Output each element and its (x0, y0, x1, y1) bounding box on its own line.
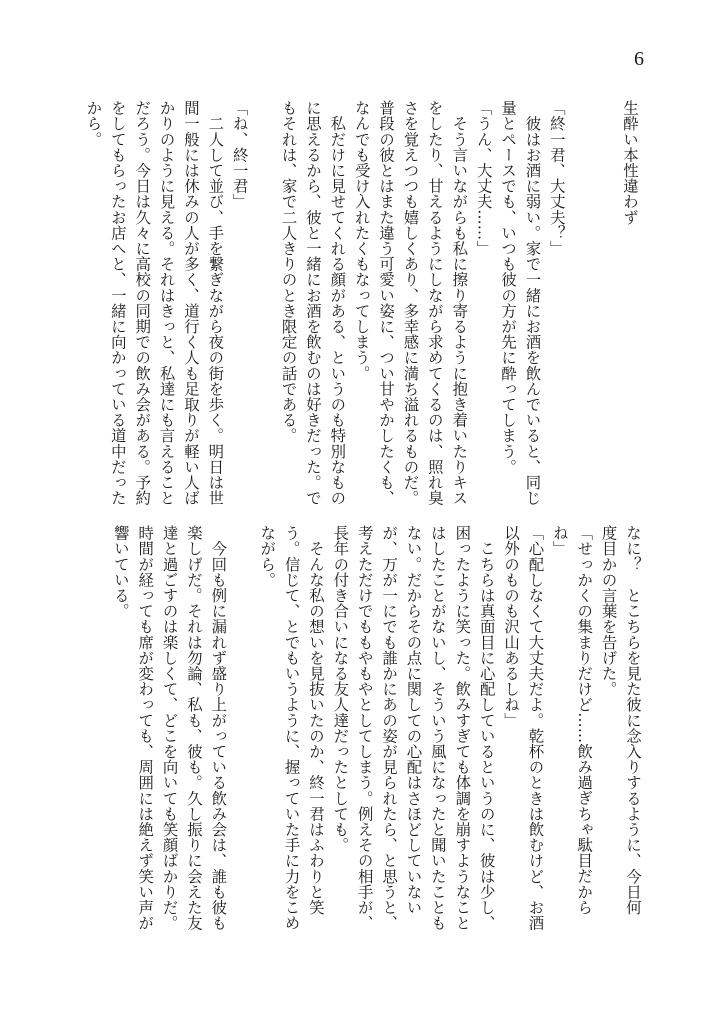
text-line: ない。だからその点に関しての心配はさほどしていない (404, 525, 423, 915)
text-line: だろう。今日は久々に高校の同期での飲み会がある。予約 (133, 100, 152, 506)
text-line: 「終一君、大丈夫？」 (547, 100, 566, 256)
text-line: こちらは真面目に心配しているというのに、彼は少し、 (477, 525, 496, 931)
text-line: 普段の彼とはまた違う可愛い姿に、つい甘やかしたくも、 (377, 100, 396, 506)
lower-text-block (108, 525, 645, 931)
text-line: 間一般には休みの人が多く、道行く人も足取りが軽い人ば (181, 100, 200, 506)
text-line: 二人して並び、手を繋ぎながら夜の街を歩く。明日は世 (206, 100, 225, 506)
text-line: 響いている。 (111, 525, 130, 619)
text-line: 私だけに見せてくれる顔がある、というのも特別なもの (328, 100, 347, 506)
text-line: ね」 (550, 525, 569, 557)
text-line: 考えただけでももやもやとしてしまう。例えその相手が、 (355, 525, 374, 931)
text-line: 達と過ごすのは楽しくて、どこを向いても笑顔ばかりだ。 (160, 525, 179, 931)
text-line: から。 (84, 100, 103, 147)
text-line: かりのように見える。それはきっと、私達にも言えること (157, 100, 176, 506)
chapter-title: 生酔い本性違わず (621, 100, 639, 225)
text-line (569, 100, 593, 496)
text-line: もそれは、家で二人きりのとき限定の話である。 (279, 100, 298, 444)
text-line: 「うん、大丈夫……」 (474, 100, 493, 256)
text-line: 時間が経っても席が変わっても、周囲には絶えず笑い声が (136, 525, 155, 931)
text-line: 「ね、終一君」 (230, 100, 249, 210)
text-line: 「心配しなくて大丈夫だよ。乾杯のときは飲むけど、お酒 (526, 525, 545, 931)
text-line (593, 100, 617, 496)
text-line: に思えるから、彼と一緒にお酒を飲むのは好きだった。で (303, 100, 322, 506)
text-line: さを覚えつつも嬉しくあり、多幸感に満ち溢れるものだ。 (401, 100, 420, 506)
upper-text-block (81, 100, 642, 506)
text-line: そんな私の想いを見抜いたのか、終一君はふわりと笑 (306, 525, 325, 915)
text-line: 楽しげだ。それは勿論、私も、彼も。久し振りに会えた友 (184, 525, 203, 931)
text-line: なに？ とこちらを見た彼に念入りするように、今日何 (624, 525, 642, 915)
text-line: う。信じて、とでもいうように、握っていた手に力をこめ (282, 525, 301, 931)
text-line: をしてもらったお店へと、一緒に向かっている道中だった (108, 100, 127, 506)
text-line: 今回も例に漏れず盛り上がっている飲み会は、誰も彼も (209, 525, 228, 931)
text-line: 量とペースでも、いつも彼の方が先に酔ってしまう。 (499, 100, 518, 475)
text-line (252, 100, 276, 496)
text-line: をしたり、甘えるようにしながら求めてくるのは、照れ臭 (425, 100, 444, 506)
text-line: なんでも受け入れたくもなってしまう。 (352, 100, 371, 381)
text-line: 長年の付き合いになる友人達だったとしても。 (331, 525, 350, 853)
text-line: 度目かの言葉を告げた。 (599, 525, 618, 697)
page-number: 6 (634, 48, 644, 70)
text-line: ながら。 (258, 525, 277, 588)
text-line: 困ったように笑った。飲みすぎても体調を崩すようなこと (453, 525, 472, 931)
text-line: 以外のものも沢山あるしね」 (502, 525, 521, 728)
text-line: が、万が一にでも誰かにあの姿が見られたら、と思うと、 (380, 525, 399, 931)
text-line: そう言いながらも私に擦り寄るように抱き着いたりキス (450, 100, 469, 506)
text-line: はしたことがないし、そういう風になったと聞いたことも (428, 525, 447, 931)
text-line: 「せっかくの集まりだけど……飲み過ぎちゃ駄目だから (575, 525, 594, 915)
text-line (230, 525, 254, 921)
text-line: 彼はお酒に弱い。家で一緒にお酒を飲んでいると、同じ (523, 100, 542, 506)
